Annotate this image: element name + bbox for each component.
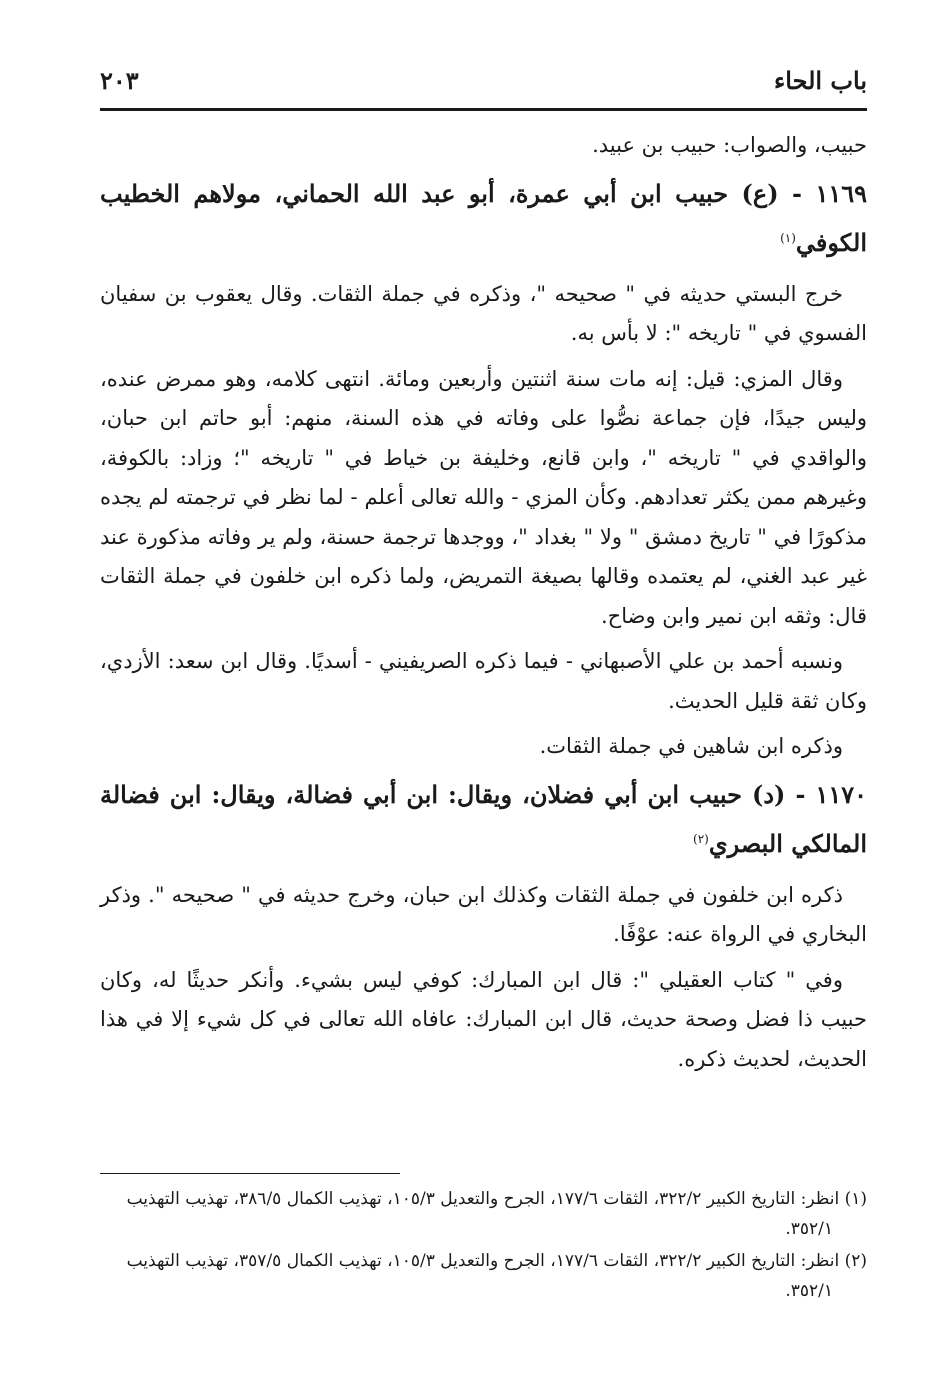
running-header <box>100 66 867 106</box>
footnote: (٢) انظر: التاريخ الكبير ٣٢٢/٢، الثقات ١٧٧/٦، الجرح والتعديل ١٠٥/٣، تهذيب الكمال ٣٥٧/٥، تهذيب التهذيب ٣٥٢/١. <box>126 1251 867 1301</box>
footnote: (١) انظر: التاريخ الكبير ٣٢٢/٢، الثقات ١٧٧/٦، الجرح والتعديل ١٠٥/٣، تهذيب الكمال ٣٨٦/٥، تهذيب التهذيب ٣٥٢/١. <box>126 1189 867 1239</box>
footnote-ref: (١) <box>780 230 796 245</box>
footnote-ref: (٢) <box>693 831 709 846</box>
footnotes <box>100 1184 867 1308</box>
entry-heading-1170 <box>100 773 867 866</box>
entry-title: ١١٦٩ - (ع) حبيب ابن أبي عمرة، أبو عبد الله الحماني، مولاهم الخطيب الكوفي <box>100 178 867 257</box>
paragraph: ونسبه أحمد بن علي الأصبهاني - فيما ذكره الصريفيني - أسديًا. وقال ابن سعد: الأزدي، وكان ثقة قليل الحديث. <box>100 649 867 713</box>
book-page <box>100 0 867 1376</box>
paragraph: وفي " كتاب العقيلي ": قال ابن المبارك: كوفي ليس بشيء. وأنكر حديثًا له، وكان حبيب ذا فضل وصحة حديث، قال ابن المبارك: عافاه الله تعالى في كل شيء إلا في هذا الحديث، لحديث ذكره. <box>100 967 867 1071</box>
entry-heading-1169 <box>100 172 867 265</box>
chapter-title: باب الحاء <box>773 66 867 95</box>
header-rule <box>100 108 867 111</box>
paragraph: وقال المزي: قيل: إنه مات سنة اثنتين وأربعين ومائة. انتهى كلامه، وهو ممرض عنده، وليس جيدًا، فإن جماعة نصُّوا على وفاته في هذه السنة، منهم: أبو حاتم ابن حبان، والواقدي في " تاريخه "، وابن قانع، وخليفة بن خياط في " تاريخه "؛ وزاد: بالكوفة، وغيرهم ممن يكثر تعدادهم. وكأن المزي - والله تعالى أعلم - لما نظر في ترجمته لم يجده مذكورًا في " تاريخ دمشق " ولا " بغداد "، ووجدها ترجمة حسنة، ولم ير وفاته مذكورة عند غير عبد الغني، لم يعتمده وقالها بصيغة التمريض، ولما ذكره ابن خلفون في جملة الثقات قال: وثقه ابن نمير وابن وضاح. <box>100 366 867 628</box>
paragraph: حبيب، والصواب: حبيب بن عبيد. <box>592 133 867 157</box>
page-number: ٢٠٣ <box>100 66 139 95</box>
footnote-separator <box>100 1173 400 1174</box>
paragraph: وذكره ابن شاهين في جملة الثقات. <box>539 734 843 758</box>
paragraph: خرج البستي حديثه في " صحيحه "، وذكره في جملة الثقات. وقال يعقوب بن سفيان الفسوي في " تاريخه ": لا بأس به. <box>100 281 867 345</box>
paragraph: ذكره ابن خلفون في جملة الثقات وكذلك ابن حبان، وخرج حديثه في " صحيحه ". وذكر البخاري في الرواة عنه: عوْفًا. <box>100 882 867 946</box>
entry-title: ١١٧٠ - (د) حبيب ابن أبي فضلان، ويقال: ابن أبي فضالة، ويقال: ابن فضالة المالكي البصري <box>100 779 867 858</box>
main-text <box>100 126 867 1085</box>
